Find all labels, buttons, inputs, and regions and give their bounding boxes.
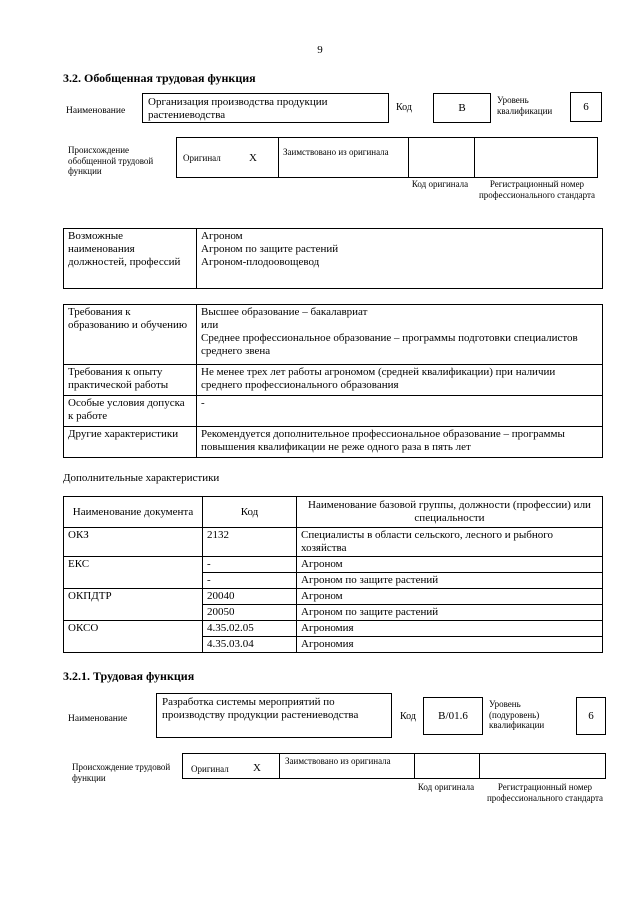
code-label: Код [396, 102, 412, 113]
table-row [64, 621, 603, 637]
cell-name: Агроном по защите растений [297, 573, 603, 589]
borrowed-label: Заимствовано из оригинала [283, 147, 389, 157]
level-label: Уровень (подуровень) квалификации [489, 699, 545, 730]
origin-box [176, 137, 598, 178]
divider [279, 754, 280, 778]
name-label: Наименование [68, 714, 128, 724]
level-value: 6 [576, 697, 606, 735]
cell-code: 20040 [203, 589, 297, 605]
original-label: Оригинал [183, 153, 221, 163]
list-item: Агроном-плодоовощевод [201, 256, 320, 268]
additional-table [63, 496, 603, 653]
name-value: Организация производства продукции растениеводства [142, 93, 389, 123]
divider [408, 138, 409, 177]
divider [278, 138, 279, 177]
cell-name: Агрономия [297, 637, 603, 653]
cell-doc: ЕКС [64, 557, 203, 589]
orig-code-caption: Код оригинала [417, 782, 475, 792]
cell-name: Специалисты в области сельского, лесного и рыбного хозяйства [297, 528, 603, 557]
level-value: 6 [570, 92, 602, 122]
original-mark: X [253, 762, 261, 774]
divider [474, 138, 475, 177]
reg-num-caption: Регистрационный номер профессионального стандарта [478, 179, 596, 200]
cell-code: 2132 [203, 528, 297, 557]
req-value: Высшее образование – бакалавриат или Среднее профессиональное образование – программы подготовки специалистов среднего звена [197, 305, 603, 365]
cell-doc: ОКЗ [64, 528, 203, 557]
borrowed-label: Заимствовано из оригинала [285, 756, 391, 766]
cell-code: - [203, 557, 297, 573]
cell-doc: ОКСО [64, 621, 203, 653]
original-label: Оригинал [191, 764, 229, 774]
table-row [64, 589, 603, 605]
table-row [64, 557, 603, 573]
req-value: Рекомендуется дополнительное профессиональное образование – программы повышения квалификации не реже одного раза в пять лет [197, 427, 603, 458]
code-label: Код [400, 711, 416, 722]
subsection-heading: 3.2.1. Трудовая функция [63, 669, 195, 683]
cell-code: - [203, 573, 297, 589]
cell-name: Агроном [297, 589, 603, 605]
positions-label: Возможные наименования должностей, профессий [64, 229, 197, 289]
table-row [64, 396, 603, 427]
table-row [64, 229, 603, 289]
cell-name: Агрономия [297, 621, 603, 637]
table-row [64, 305, 603, 365]
divider [414, 754, 415, 778]
page-number: 9 [317, 44, 323, 56]
reg-num-caption: Регистрационный номер профессионального стандарта [486, 782, 604, 803]
cell-doc: ОКПДТР [64, 589, 203, 621]
cell-code: 4.35.03.04 [203, 637, 297, 653]
level-label: Уровень квалификации [497, 95, 553, 116]
header-document: Наименование документа [64, 497, 203, 528]
table-header-row [64, 497, 603, 528]
origin-label: Происхождение обобщенной трудовой функции [68, 145, 154, 176]
table-row [64, 365, 603, 396]
requirements-table [63, 304, 603, 458]
req-value: Не менее трех лет работы агрономом (средней квалификации) при наличии среднего профессионального образования [197, 365, 603, 396]
positions-list [197, 229, 603, 289]
positions-table [63, 228, 603, 289]
req-label: Особые условия допуска к работе [64, 396, 197, 427]
cell-name: Агроном [297, 557, 603, 573]
header-code: Код [203, 497, 297, 528]
req-label: Другие характеристики [64, 427, 197, 458]
original-mark: X [249, 152, 257, 164]
req-label: Требования к образованию и обучению [64, 305, 197, 365]
table-row [64, 427, 603, 458]
additional-title: Дополнительные характеристики [63, 472, 220, 484]
origin-label: Происхождение трудовой функции [72, 762, 171, 783]
code-value: B [433, 93, 491, 123]
section-heading: 3.2. Обобщенная трудовая функция [63, 71, 256, 85]
cell-name: Агроном по защите растений [297, 605, 603, 621]
name-label: Наименование [66, 106, 126, 116]
cell-code: 20050 [203, 605, 297, 621]
code-value: B/01.6 [423, 697, 483, 735]
req-label: Требования к опыту практической работы [64, 365, 197, 396]
origin-box [182, 753, 606, 779]
cell-code: 4.35.02.05 [203, 621, 297, 637]
header-name: Наименование базовой группы, должности (профессии) или специальности [297, 497, 603, 528]
req-value: - [197, 396, 603, 427]
divider [479, 754, 480, 778]
list-item: Агроном [201, 230, 243, 242]
table-row [64, 528, 603, 557]
name-value: Разработка системы мероприятий по производству продукции растениеводства [156, 693, 392, 738]
orig-code-caption: Код оригинала [411, 179, 469, 189]
list-item: Агроном по защите растений [201, 243, 339, 255]
